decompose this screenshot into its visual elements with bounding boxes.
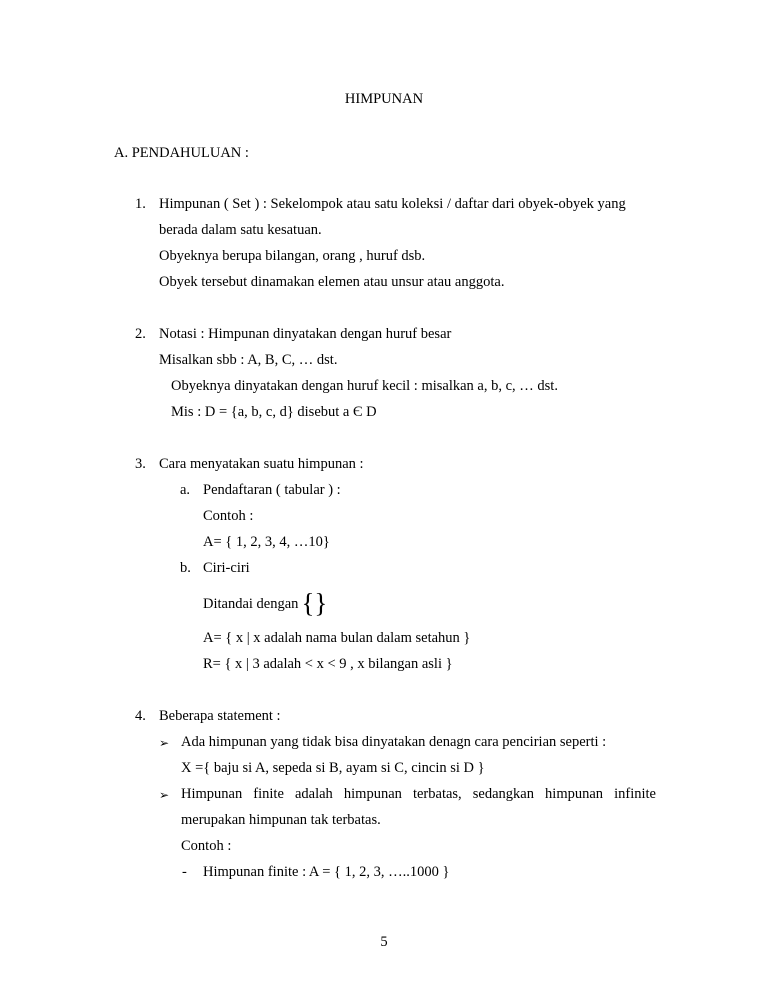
item-1-number: 1. xyxy=(135,196,146,212)
bullet-arrow-icon: ➢ xyxy=(159,788,170,802)
item-3b-label: Ciri-ciri xyxy=(203,560,250,576)
item-3a-label: Pendaftaran ( tabular ) : xyxy=(203,482,341,498)
item-1-line-4: Obyek tersebut dinamakan elemen atau unsur atau anggota. xyxy=(159,274,505,290)
item-3a-contoh: Contoh : xyxy=(203,508,254,524)
section-heading: A. PENDAHULUAN : xyxy=(114,145,249,161)
page-number: 5 xyxy=(380,934,388,950)
dash-marker: - xyxy=(182,864,187,880)
item-2-line-1: Notasi : Himpunan dinyatakan dengan huruf besar xyxy=(159,326,452,342)
item-4-number: 4. xyxy=(135,708,146,724)
document-title: HIMPUNAN xyxy=(344,91,424,107)
item-2-line-3: Obyeknya dinyatakan dengan huruf kecil : misalkan a, b, c, … dst. xyxy=(171,378,558,394)
item-3a-letter: a. xyxy=(180,482,191,498)
item-1-line-1: Himpunan ( Set ) : Sekelompok atau satu koleksi / daftar dari obyek-obyek yang xyxy=(159,196,626,212)
item-3b-marker xyxy=(203,588,328,618)
item-4-line-1: Beberapa statement : xyxy=(159,708,281,724)
item-3b-marker-text: Ditandai dengan xyxy=(203,596,299,612)
item-3b-example-1: A= { x | x adalah nama bulan dalam setahun } xyxy=(203,630,471,646)
item-4-bullet-2-line-1: Himpunan finite adalah himpunan terbatas, sedangkan himpunan infinite xyxy=(181,786,656,802)
item-1-line-2: berada dalam satu kesatuan. xyxy=(159,222,322,238)
empty-braces-symbol: {} xyxy=(301,588,328,618)
item-1-line-3: Obyeknya berupa bilangan, orang , huruf dsb. xyxy=(159,248,426,264)
item-2-number: 2. xyxy=(135,326,146,342)
item-4-dash-item: Himpunan finite : A = { 1, 2, 3, …..1000 } xyxy=(203,864,450,880)
bullet-arrow-icon: ➢ xyxy=(159,736,170,750)
item-3a-example: A= { 1, 2, 3, 4, …10} xyxy=(203,534,330,550)
item-3b-letter: b. xyxy=(180,560,191,576)
item-2-line-2: Misalkan sbb : A, B, C, … dst. xyxy=(159,352,338,368)
item-4-bullet-2-contoh: Contoh : xyxy=(181,838,232,854)
item-4-bullet-1-line-1: Ada himpunan yang tidak bisa dinyatakan denagn cara pencirian seperti : xyxy=(181,734,607,750)
item-3-number: 3. xyxy=(135,456,146,472)
item-3b-example-2: R= { x | 3 adalah < x < 9 , x bilangan asli } xyxy=(203,656,453,672)
item-4-bullet-2-line-2: merupakan himpunan tak terbatas. xyxy=(181,812,381,828)
item-4-bullet-1-line-2: X ={ baju si A, sepeda si B, ayam si C, cincin si D } xyxy=(181,760,485,776)
item-3-line-1: Cara menyatakan suatu himpunan : xyxy=(159,456,364,472)
item-2-line-4: Mis : D = {a, b, c, d} disebut a Є D xyxy=(171,404,377,420)
